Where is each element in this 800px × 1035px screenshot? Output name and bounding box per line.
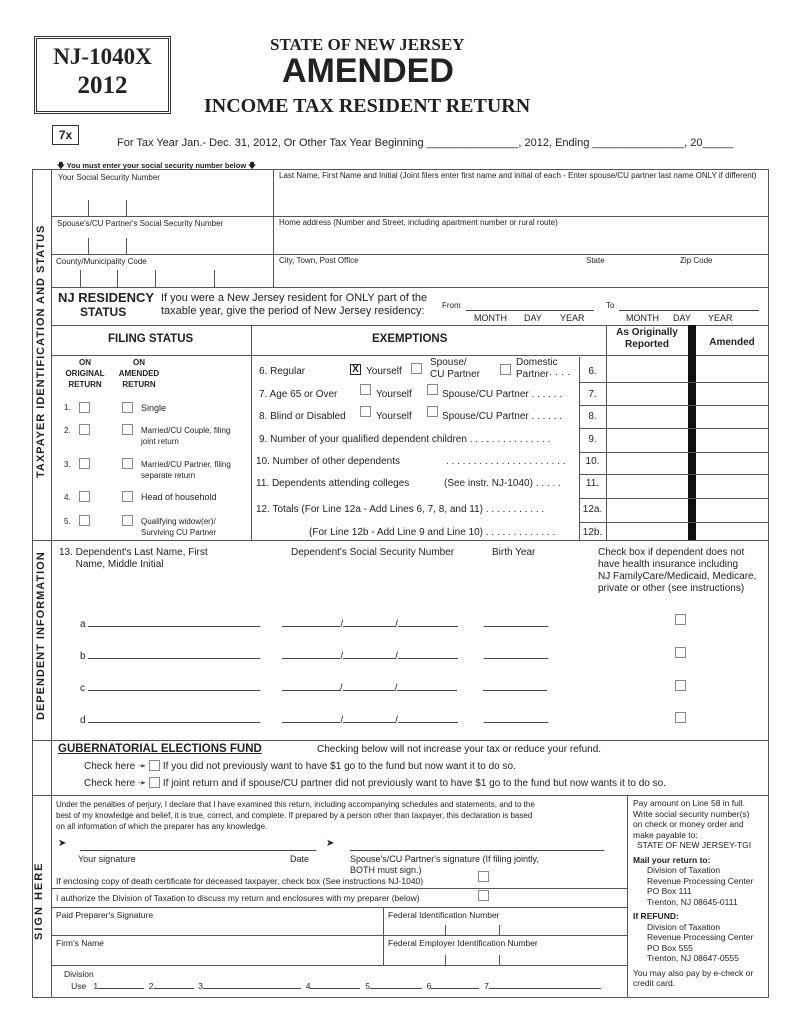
to-label: To bbox=[606, 301, 615, 310]
refund-title: If REFUND: bbox=[633, 911, 679, 921]
name-field[interactable]: Last Name, First Name and Initial (Joint filers enter first name and initial of each - Enter spouse/CU partner last name ONLY if different) bbox=[279, 171, 757, 180]
option-num: 4. bbox=[64, 493, 71, 502]
amended-head-checkbox[interactable] bbox=[122, 491, 133, 502]
domestic-partner-label: Domestic Partner· · · · bbox=[516, 357, 571, 380]
form-year: 2012 bbox=[77, 72, 128, 99]
ssn-part-3[interactable] bbox=[398, 650, 458, 659]
no-insurance-checkbox-c[interactable] bbox=[675, 680, 686, 691]
elections-title: GUBERNATORIAL ELECTIONS FUND bbox=[58, 743, 262, 755]
column-divider-bar bbox=[688, 325, 696, 540]
county-code-field[interactable]: County/Municipality Code bbox=[56, 257, 147, 266]
your-signature-label: Your signature bbox=[78, 854, 136, 864]
ssn-part-3[interactable] bbox=[398, 714, 458, 723]
federal-id-field[interactable]: Federal Identification Number bbox=[388, 910, 500, 920]
amended-widow-checkbox[interactable] bbox=[122, 515, 133, 526]
original-single-checkbox[interactable] bbox=[79, 402, 90, 413]
spouse-signature-line[interactable] bbox=[350, 850, 604, 851]
line-6-label: 6. Regular bbox=[259, 366, 306, 377]
ssn-part-3[interactable] bbox=[397, 682, 457, 691]
separate-label: Married/CU Partner, filing separate return bbox=[141, 460, 231, 480]
line-num: 12b. bbox=[582, 527, 603, 538]
line-12b-label: (For Line 12b - Add Line 9 and Line 10) . . . . . . . . . . . . . bbox=[309, 527, 556, 538]
tax-year-line: For Tax Year Jan.- Dec. 31, 2012, Or Other Tax Year Beginning _______________, 2012, Ending _______________, 20_____ bbox=[117, 137, 734, 149]
widow-label: Qualifying widow(er)/ Surviving CU Partner bbox=[141, 517, 217, 537]
original-joint-checkbox[interactable] bbox=[79, 424, 90, 435]
line-10-label: 10. Number of other dependents bbox=[256, 456, 400, 467]
dependent-side-label: DEPENDENT INFORMATION bbox=[35, 551, 47, 720]
division-use: Division Use 1 2 3 4 5 6 7 bbox=[64, 969, 601, 992]
age65-spouse-checkbox[interactable] bbox=[427, 384, 438, 395]
form-id-box bbox=[34, 36, 171, 114]
residency-text: If you were a New Jersey resident for ONLY part of the bbox=[161, 292, 428, 304]
yourself-label: Yourself bbox=[376, 411, 412, 422]
from-month: MONTH bbox=[474, 313, 507, 323]
original-widow-checkbox[interactable] bbox=[79, 515, 90, 526]
amended-separate-checkbox[interactable] bbox=[122, 458, 133, 469]
dependent-row-a: a / / bbox=[80, 618, 548, 630]
line-11-note: (See instr. NJ-1040) . . . . . bbox=[444, 478, 561, 489]
death-certificate-checkbox[interactable] bbox=[478, 871, 489, 882]
option-num: 1. bbox=[64, 403, 71, 412]
line-12a-label: 12. Totals (For Line 12a - Add Lines 6, 7, 8, and 11) . . . . . . . . . . . bbox=[256, 504, 545, 515]
dependent-name-input[interactable] bbox=[88, 618, 260, 627]
exemptions-header: EXEMPTIONS bbox=[372, 333, 448, 345]
line-num: 6. bbox=[588, 366, 597, 377]
health-insurance-header: Check box if dependent does not have health insurance including NJ FamilyCare/Medicaid, Medicare, private or other (see instructions) bbox=[598, 547, 757, 594]
authorize-label: I authorize the Division of Taxation to discuss my return and enclosures with my preparer (below) bbox=[56, 893, 420, 903]
birth-year-header: Birth Year bbox=[492, 547, 536, 558]
spouse-signature-label: Spouse's/CU Partner's signature (If filing jointly, BOTH must sign.) bbox=[350, 854, 539, 875]
line-9-label: 9. Number of your qualified dependent children . . . . . . . . . . . . . . . bbox=[259, 434, 551, 445]
dependent-row-c: c / / bbox=[80, 682, 547, 694]
to-month: MONTH bbox=[626, 313, 659, 323]
your-signature-line[interactable] bbox=[80, 850, 316, 851]
elections-option-1: Check here ➛ If you did not previously want to have $1 go to the fund but now want it to do so. bbox=[84, 761, 516, 772]
line-7-label: 7. Age 65 or Over bbox=[259, 389, 338, 400]
ssn-part-2[interactable] bbox=[343, 650, 395, 659]
taxpayer-side-label: TAXPAYER IDENTIFICATION AND STATUS bbox=[35, 224, 47, 478]
line-num: 10. bbox=[585, 456, 600, 467]
yourself-label: Yourself bbox=[366, 366, 402, 377]
dependent-name-header: 13. Dependent's Last Name, First Name, Middle Initial bbox=[59, 547, 208, 570]
mail-title: Mail your return to: bbox=[633, 854, 711, 865]
death-certificate-label: If enclosing copy of death certificate for deceased taxpayer, check box (See instructions NJ-1040) bbox=[56, 876, 424, 886]
elections-checkbox-1[interactable] bbox=[149, 760, 160, 771]
option-num: 3. bbox=[64, 460, 71, 469]
dependent-row-d: d / / bbox=[80, 714, 548, 726]
dependent-name-input[interactable] bbox=[88, 650, 260, 659]
ssn-part-2[interactable] bbox=[343, 618, 395, 627]
from-date-field[interactable] bbox=[466, 310, 594, 311]
birth-year-input[interactable] bbox=[484, 650, 548, 659]
perjury-declaration: Under the penalties of perjury, I declare that I have examined this return, including accompanying schedules and statements, and to the best of my knowledge and belief, it is true, correct, and complete. If prepared by a person other than taxpayer, this declaration is based on all information of which the preparer has any knowledge. bbox=[56, 800, 535, 831]
birth-year-input[interactable] bbox=[484, 618, 548, 627]
preparer-signature-field[interactable]: Paid Preparer's Signature bbox=[56, 910, 154, 920]
line-8-label: 8. Blind or Disabled bbox=[259, 411, 346, 422]
regular-yourself-checkbox[interactable]: X bbox=[350, 364, 361, 375]
option-num: 2. bbox=[64, 426, 71, 435]
head-label: Head of household bbox=[141, 492, 217, 502]
dependent-name-input[interactable] bbox=[88, 714, 260, 723]
no-insurance-checkbox-d[interactable] bbox=[675, 712, 686, 723]
dependent-ssn-header: Dependent's Social Security Number bbox=[291, 547, 455, 558]
original-separate-checkbox[interactable] bbox=[79, 458, 90, 469]
dependent-row-b: b / / bbox=[80, 650, 548, 662]
dependent-name-input[interactable] bbox=[88, 682, 260, 691]
return-title: INCOME TAX RESIDENT RETURN bbox=[204, 95, 531, 117]
birth-year-input[interactable] bbox=[484, 714, 548, 723]
from-day: DAY bbox=[524, 313, 542, 323]
ssn-notice-text: You must enter your social security number below bbox=[66, 161, 247, 170]
elections-option-2: Check here ➛ If joint return and if spouse/CU partner did not previously want to have $1 go to the fund but now wants it to do so. bbox=[84, 778, 666, 789]
amended-single-checkbox[interactable] bbox=[122, 402, 133, 413]
to-year: YEAR bbox=[708, 313, 733, 323]
original-return-col: ON ORIGINAL RETURN bbox=[65, 358, 105, 389]
amended-return-col: ON AMENDED RETURN bbox=[118, 358, 160, 389]
domestic-partner-checkbox[interactable] bbox=[500, 364, 511, 375]
address-field[interactable]: Home address (Number and Street, including apartment number or rural route) bbox=[279, 218, 558, 227]
elections-note: Checking below will not increase your tax or reduce your refund. bbox=[317, 744, 602, 755]
spouse-cu-label: Spouse/CU Partner . . . . . . bbox=[442, 411, 563, 422]
line-num: 9. bbox=[588, 434, 597, 445]
no-insurance-checkbox-b[interactable] bbox=[675, 647, 686, 658]
blind-yourself-checkbox[interactable] bbox=[360, 406, 371, 417]
payment-instructions: Pay amount on Line 58 in full. Write social security number(s) on check or money order and make payable to: STATE OF NEW JERSEY-TGI Mail your return to: Division of Taxation Revenue Processing Center PO Box 111 Trenton, NJ 08645-0111 If REFUND: Division of Taxation Revenue Processing Center PO Box 555 Trenton, NJ 08647-0555 You may also pay by e-check or credit card. bbox=[633, 798, 754, 988]
ssn-part-1[interactable] bbox=[282, 714, 340, 723]
age65-yourself-checkbox[interactable] bbox=[360, 384, 371, 395]
city-field[interactable]: City, Town, Post Office bbox=[279, 256, 359, 265]
fein-field[interactable]: Federal Employer Identification Number bbox=[388, 938, 538, 948]
joint-label: Married/CU Couple, filing joint return bbox=[141, 426, 231, 446]
arrow-icon: ➤ bbox=[58, 838, 67, 849]
yourself-label: Yourself bbox=[376, 389, 412, 400]
ssn-part-2[interactable] bbox=[343, 714, 395, 723]
to-date-field[interactable] bbox=[619, 310, 759, 311]
residency-title-2: STATUS bbox=[80, 305, 127, 319]
regular-spouse-checkbox[interactable] bbox=[411, 363, 422, 374]
ssn-part-1[interactable] bbox=[282, 650, 340, 659]
from-label: From bbox=[442, 301, 461, 310]
line-num: 11. bbox=[585, 478, 600, 489]
original-head-checkbox[interactable] bbox=[79, 491, 90, 502]
line-10-dots: . . . . . . . . . . . . . . . . . . . . . . bbox=[446, 456, 566, 467]
spouse-cu-label: Spouse/CU Partner . . . . . . bbox=[442, 389, 563, 400]
residency-text-2: taxable year, give the period of New Jersey residency: bbox=[161, 305, 425, 317]
ssn-notice: 🡇 You must enter your social security number below 🡇 bbox=[57, 161, 256, 170]
form-code: 7x bbox=[52, 125, 79, 145]
form-id: NJ-1040X bbox=[53, 44, 152, 69]
state-field[interactable]: State bbox=[586, 256, 605, 265]
ssn-part-1[interactable] bbox=[282, 682, 340, 691]
elections-checkbox-2[interactable] bbox=[149, 777, 160, 788]
line-11-label: 11. Dependents attending colleges bbox=[256, 478, 410, 489]
no-insurance-checkbox-a[interactable] bbox=[675, 614, 686, 625]
sign-side-label: SIGN HERE bbox=[33, 861, 45, 940]
date-label: Date bbox=[290, 854, 310, 864]
residency-title: NJ RESIDENCY bbox=[58, 290, 155, 305]
firm-name-field[interactable]: Firm's Name bbox=[56, 938, 104, 948]
line-num: 8. bbox=[588, 411, 597, 422]
amended-header: Amended bbox=[709, 337, 755, 348]
as-originally-reported-header: As Originally Reported bbox=[616, 327, 678, 350]
from-year: YEAR bbox=[560, 313, 585, 323]
to-day: DAY bbox=[673, 313, 691, 323]
ssn-part-2[interactable] bbox=[343, 682, 395, 691]
payee: STATE OF NEW JERSEY-TGI bbox=[637, 840, 752, 850]
ssn-part-3[interactable] bbox=[398, 618, 458, 627]
zip-field[interactable]: Zip Code bbox=[680, 256, 713, 265]
birth-year-input[interactable] bbox=[483, 682, 547, 691]
line-num: 12a. bbox=[582, 504, 603, 515]
amended-joint-checkbox[interactable] bbox=[122, 424, 133, 435]
blind-spouse-checkbox[interactable] bbox=[427, 406, 438, 417]
option-num: 5. bbox=[64, 517, 71, 526]
spouse-label: Spouse/ CU Partner bbox=[430, 357, 481, 380]
single-label: Single bbox=[141, 403, 167, 413]
state-title: STATE OF NEW JERSEY bbox=[270, 35, 465, 54]
spouse-ssn-field[interactable]: Spouse's/CU Partner's Social Security Number bbox=[57, 219, 224, 228]
line-num: 7. bbox=[588, 389, 597, 400]
amended-title: AMENDED bbox=[282, 52, 454, 90]
ssn-part-1[interactable] bbox=[282, 618, 340, 627]
filing-status-header: FILING STATUS bbox=[108, 333, 194, 345]
ssn-field[interactable]: Your Social Security Number bbox=[58, 173, 160, 182]
authorize-checkbox[interactable] bbox=[478, 890, 489, 901]
arrow-icon: ➤ bbox=[326, 838, 335, 849]
